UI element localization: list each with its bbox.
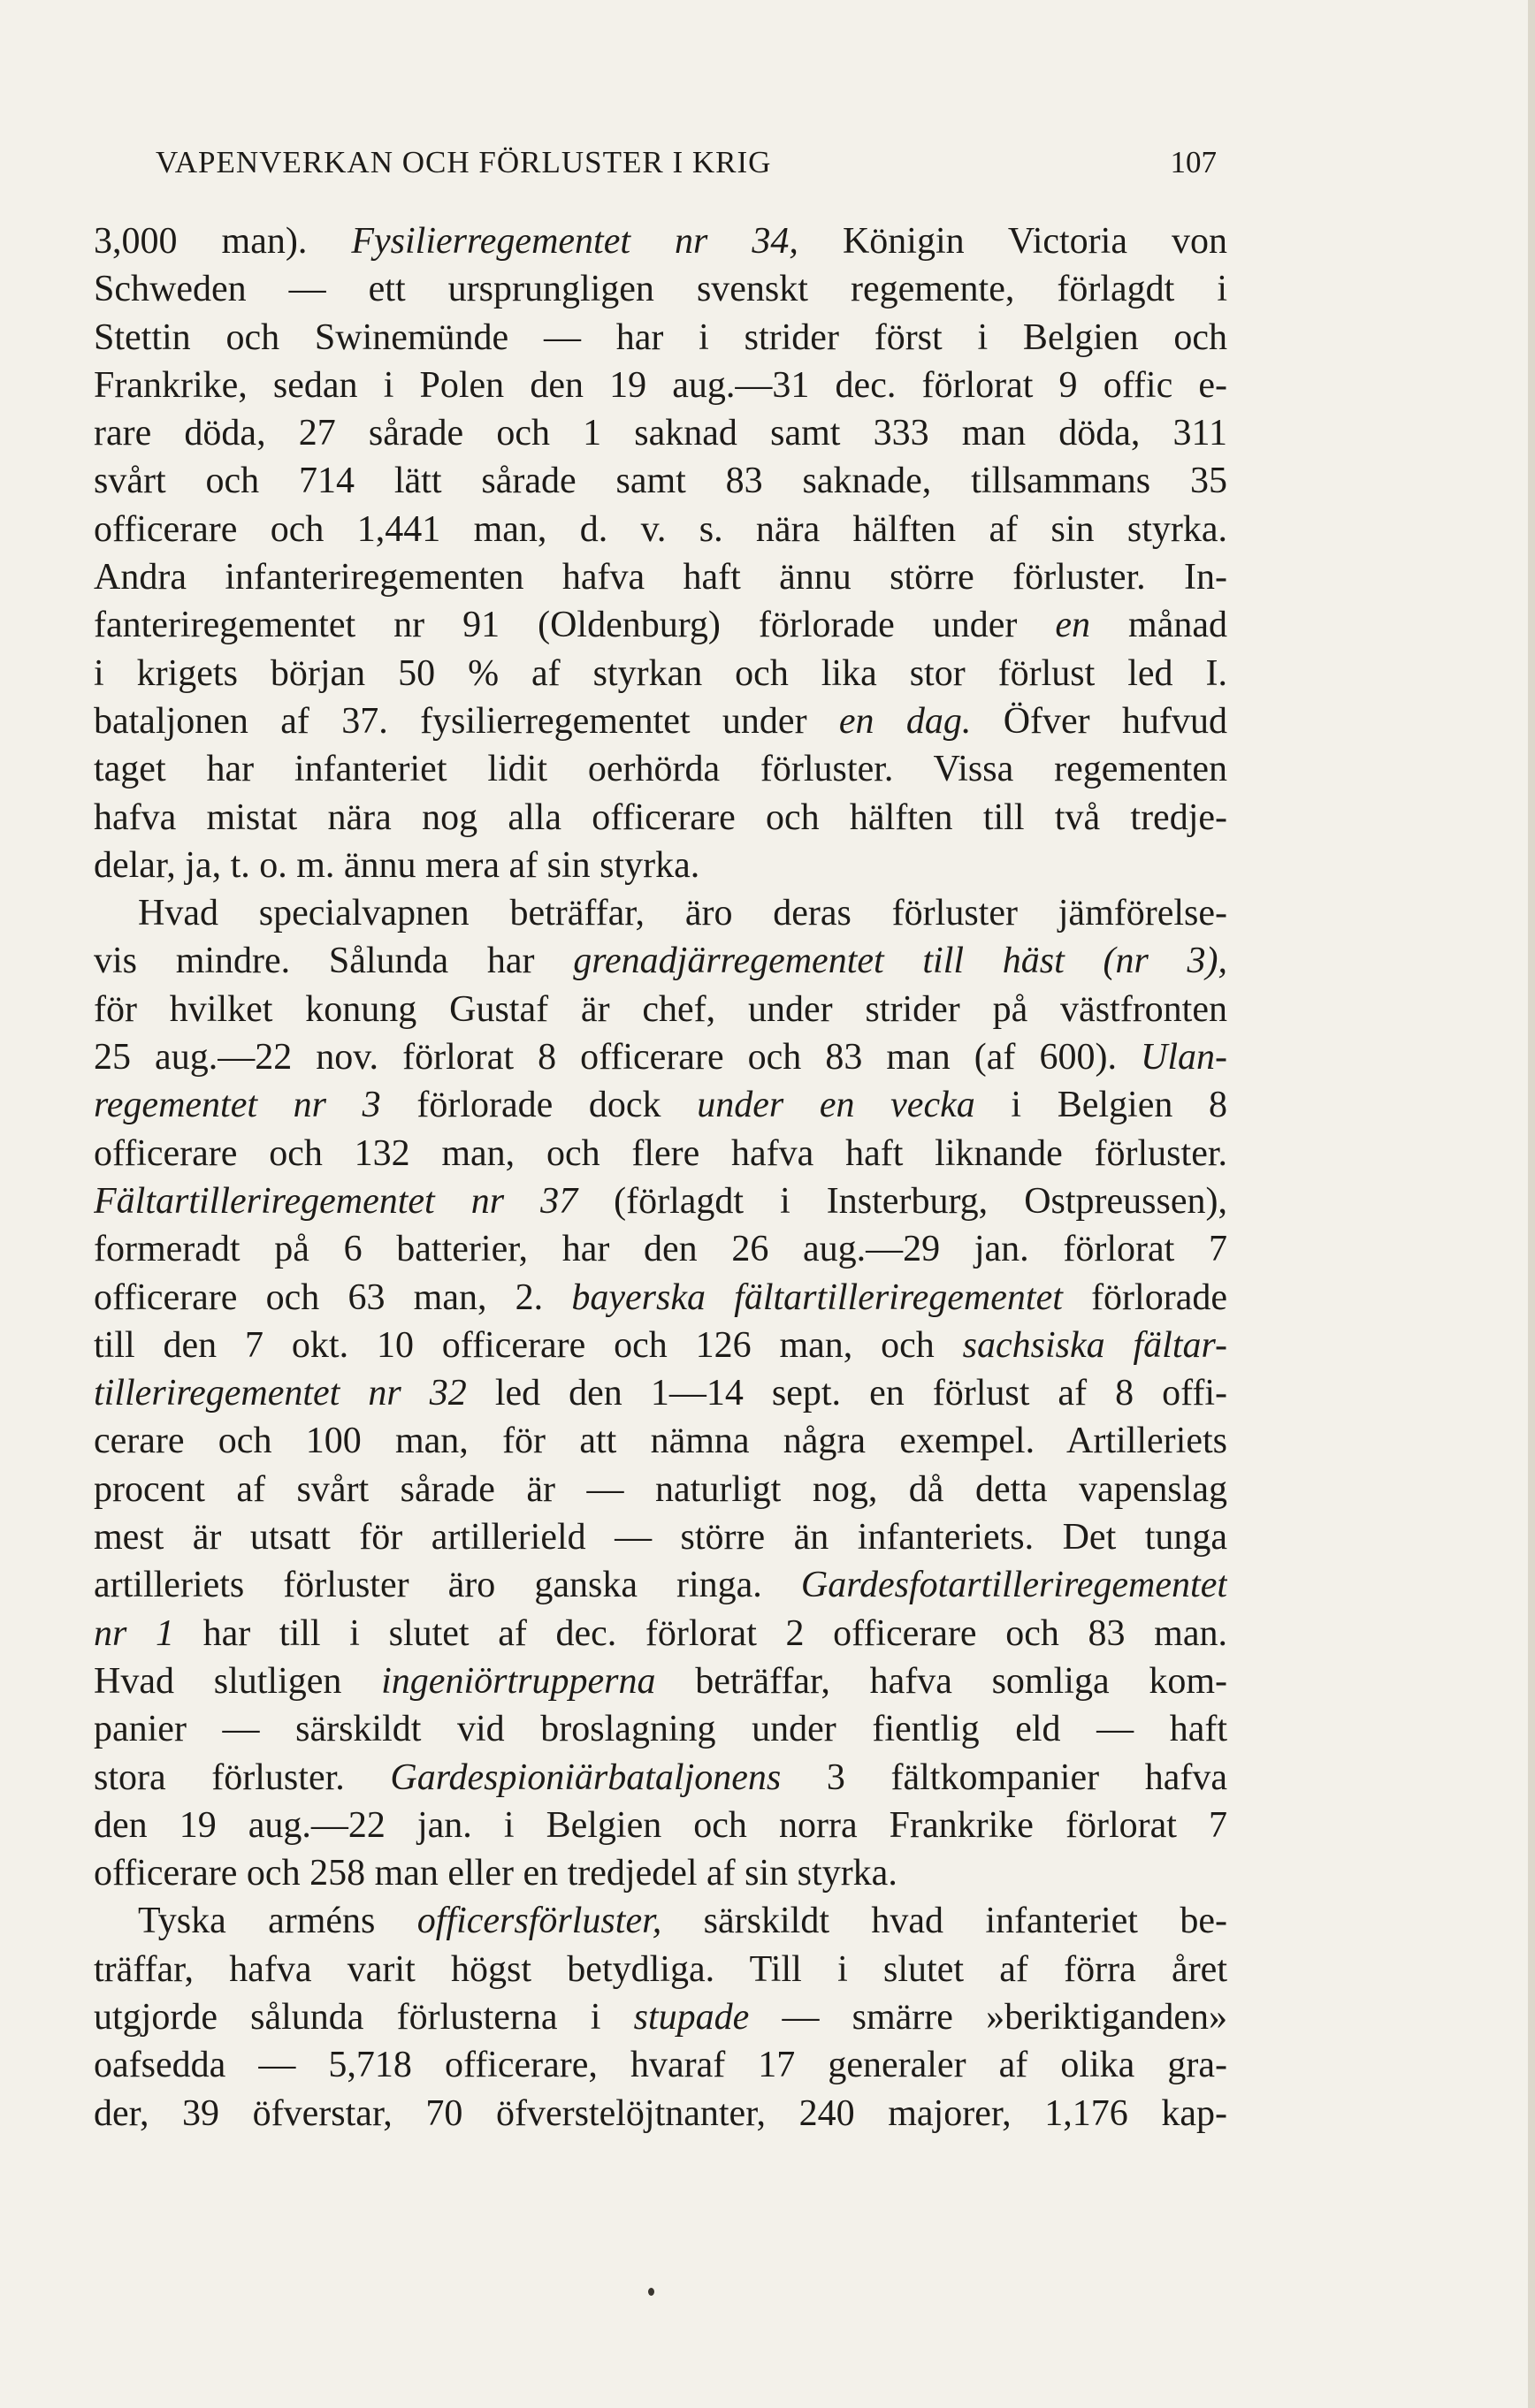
text-run: Öfver hufvud <box>971 700 1227 742</box>
text-run: officerare och 1,441 man, d. v. s. nära hälften af sin styrka. <box>94 508 1227 550</box>
italic-text: sachsiska fältar- <box>962 1324 1227 1366</box>
text-line <box>94 1561 1227 1609</box>
italic-text: under en vecka <box>697 1085 975 1126</box>
text-run: formeradt på 6 batterier, har den 26 aug.—29 jan. förlorat 7 <box>94 1229 1227 1270</box>
italic-text: ingeniörtrupperna <box>381 1660 656 1702</box>
italic-text: nr 1 <box>94 1612 174 1654</box>
text-line <box>94 1466 1227 1513</box>
italic-text: stupade <box>633 1996 750 2038</box>
text-run: för hvilket konung Gustaf är chef, under strider på västfronten <box>94 988 1227 1030</box>
text-line <box>94 1705 1227 1753</box>
text-line <box>94 697 1227 745</box>
text-line <box>94 1274 1227 1322</box>
italic-text: Fältartilleriregementet nr 37 <box>94 1180 578 1222</box>
text-line <box>94 601 1227 649</box>
text-run: vis mindre. Sålunda har <box>94 941 574 982</box>
text-run: 25 aug.—22 nov. förlorat 8 officerare och 83 man (af 600). <box>94 1037 1141 1078</box>
text-run: artilleriets förluster äro ganska ringa. <box>94 1565 801 1606</box>
italic-text: bayerska fältartilleriregementet <box>571 1276 1063 1318</box>
text-run: (förlagdt i Insterburg, Ostpreussen), <box>577 1180 1227 1222</box>
text-run: Königin Victoria von <box>798 221 1227 262</box>
text-run: Hvad slutligen <box>94 1660 382 1702</box>
text-line <box>94 1849 1227 1897</box>
text-run: procent af svårt sårade är — naturligt nog, då detta vapenslag <box>94 1468 1227 1510</box>
text-run: i krigets början 50 % af styrkan och lika stor förlust led I. <box>94 652 1227 694</box>
text-run: i Belgien 8 <box>974 1085 1227 1126</box>
text-line <box>94 506 1227 553</box>
text-run: särskildt hvad infanteriet be- <box>661 1901 1227 1942</box>
text-run: 3,000 man). <box>94 221 352 262</box>
italic-text: officersförluster, <box>416 1901 662 1942</box>
text-run: utgjorde sålunda förlusterna i <box>94 1996 634 2038</box>
text-run: officerare och 132 man, och flere hafva haft liknande förluster. <box>94 1132 1227 1174</box>
text-run: rare döda, 27 sårade och 1 saknad samt 333 man döda, 311 <box>94 413 1227 454</box>
text-line <box>94 1610 1227 1657</box>
body-text <box>94 217 1227 2137</box>
text-line <box>94 1081 1227 1129</box>
text-run: Stettin och Swinemünde — har i strider först i Belgien och <box>94 316 1227 358</box>
text-line <box>94 745 1227 793</box>
text-run: beträffar, hafva somliga kom- <box>655 1660 1227 1702</box>
italic-text: Fysilierregementet nr 34, <box>351 221 798 262</box>
text-line <box>94 1130 1227 1177</box>
text-line <box>94 937 1227 985</box>
text-line <box>94 362 1227 409</box>
text-line <box>94 986 1227 1033</box>
text-line <box>94 314 1227 362</box>
page-edge <box>1528 0 1535 2408</box>
text-line <box>94 1946 1227 1993</box>
italic-text: tilleriregementet nr 32 <box>94 1373 467 1414</box>
ink-speck <box>648 2288 654 2296</box>
text-line <box>94 409 1227 457</box>
text-run: led den 1—14 sept. en förlust af 8 offi- <box>466 1373 1227 1414</box>
italic-text: regementet nr 3 <box>94 1085 381 1126</box>
text-line <box>94 265 1227 313</box>
text-line <box>94 1322 1227 1369</box>
text-line <box>94 553 1227 601</box>
text-line <box>94 2041 1227 2089</box>
text-run: mest är utsatt för artillerield — större än infanteriets. Det tunga <box>94 1517 1227 1558</box>
text-line <box>94 1754 1227 1802</box>
text-run: der, 39 öfverstar, 70 öfverstelöjtnanter, 240 majorer, 1,176 kap- <box>94 2092 1227 2134</box>
italic-text: en <box>1055 605 1091 646</box>
italic-text: Ulan- <box>1141 1037 1227 1078</box>
text-run: hafva mistat nära nog alla officerare och hälften till två tredje- <box>94 796 1227 838</box>
text-run: månad <box>1090 605 1227 646</box>
text-run: bataljonen af 37. fysilierregementet under <box>94 700 839 742</box>
text-run: panier — särskildt vid broslagning under fientlig eld — haft <box>94 1709 1227 1750</box>
text-line <box>94 650 1227 697</box>
text-line <box>94 1993 1227 2041</box>
text-line <box>94 889 1227 937</box>
text-line <box>94 1177 1227 1225</box>
italic-text: grenadjärregementet till häst (nr 3), <box>573 941 1227 982</box>
italic-text: Gardespioniärbataljonens <box>390 1756 782 1798</box>
text-run: delar, ja, t. o. m. ännu mera af sin styrka. <box>94 844 700 886</box>
text-line <box>94 842 1227 889</box>
page-number: 107 <box>1170 145 1217 179</box>
italic-text: en dag. <box>838 700 972 742</box>
text-run: officerare och 258 man eller en tredjedel af sin styrka. <box>94 1853 897 1894</box>
text-run: officerare och 63 man, 2. <box>94 1276 572 1318</box>
text-run: Hvad specialvapnen beträffar, äro deras förluster jämförelse- <box>138 893 1227 934</box>
text-run: förlorade <box>1062 1276 1227 1318</box>
text-run: oafsedda — 5,718 officerare, hvaraf 17 generaler af olika gra- <box>94 2045 1227 2086</box>
text-run: till den 7 okt. 10 officerare och 126 man, och <box>94 1324 963 1366</box>
text-run: träffar, hafva varit högst betydliga. Till i slutet af förra året <box>94 1948 1227 1990</box>
text-run: har till i slutet af dec. förlorat 2 officerare och 83 man. <box>174 1612 1227 1654</box>
text-run: Schweden — ett ursprungligen svenskt regemente, förlagdt i <box>94 269 1227 310</box>
text-run: förlorade dock <box>380 1085 698 1126</box>
text-run: fanteriregementet nr 91 (Oldenburg) förlorade under <box>94 605 1056 646</box>
italic-text: Gardesfotartilleriregementet <box>800 1565 1227 1606</box>
text-line <box>94 1802 1227 1849</box>
text-line <box>94 457 1227 505</box>
text-line <box>94 1033 1227 1081</box>
text-line <box>94 1657 1227 1705</box>
running-title: VAPENVERKAN OCH FÖRLUSTER I KRIG <box>156 145 772 179</box>
text-line <box>94 1897 1227 1945</box>
text-run: 3 fältkompanier hafva <box>781 1756 1227 1798</box>
text-run: svårt och 714 lätt sårade samt 83 saknade, tillsammans 35 <box>94 461 1227 502</box>
text-run: Tyska arméns <box>138 1901 417 1942</box>
text-run: — smärre »beriktiganden» <box>749 1996 1227 2038</box>
text-line <box>94 1513 1227 1561</box>
text-line <box>94 217 1227 265</box>
page-header <box>94 145 1217 189</box>
text-line <box>94 1225 1227 1273</box>
text-run: den 19 aug.—22 jan. i Belgien och norra Frankrike förlorat 7 <box>94 1804 1227 1846</box>
text-run: Frankrike, sedan i Polen den 19 aug.—31 dec. förlorat 9 offic e- <box>94 364 1227 406</box>
text-run: Andra infanteriregementen hafva haft ännu större förluster. In- <box>94 557 1227 598</box>
text-line <box>94 2090 1227 2137</box>
text-run: cerare och 100 man, för att nämna några exempel. Artilleriets <box>94 1421 1227 1462</box>
text-line <box>94 794 1227 842</box>
text-line <box>94 1417 1227 1465</box>
text-line <box>94 1369 1227 1417</box>
text-run: taget har infanteriet lidit oerhörda förluster. Vissa regementen <box>94 749 1227 790</box>
text-run: stora förluster. <box>94 1756 391 1798</box>
